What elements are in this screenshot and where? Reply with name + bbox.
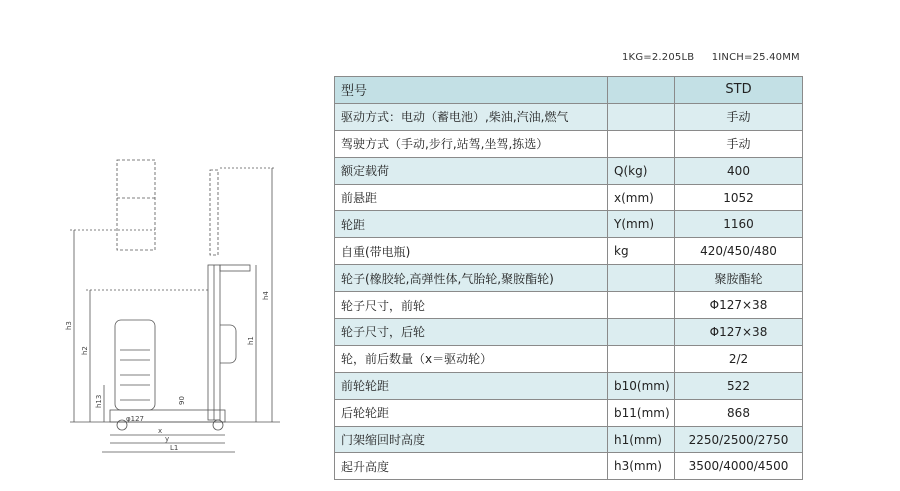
row-unit: x(mm) [608,184,675,211]
row-label: 轮子尺寸，后轮 [335,319,608,346]
row-label: 轮，前后数量（x＝驱动轮） [335,345,608,372]
row-label: 自重(带电瓶) [335,238,608,265]
dim-h1-label: h1 [247,336,255,345]
row-label: 轮距 [335,211,608,238]
rear-wheel [213,420,223,430]
row-unit [608,319,675,346]
row-value: 2/2 [675,345,803,372]
header-label: 型号 [335,77,608,104]
row-unit [608,345,675,372]
row-label: 轮子尺寸，前轮 [335,292,608,319]
row-label: 后轮轮距 [335,399,608,426]
dim-y-label: y [165,435,170,443]
row-value: 1052 [675,184,803,211]
row-value: 1160 [675,211,803,238]
row-label: 前悬距 [335,184,608,211]
row-unit [608,130,675,157]
row-unit: b11(mm) [608,399,675,426]
row-value: Φ127×38 [675,319,803,346]
row-label: 驾驶方式（手动,步行,站驾,坐驾,拣选） [335,130,608,157]
header-unit [608,77,675,104]
row-unit [608,292,675,319]
row-label: 额定载荷 [335,157,608,184]
dim-90-label: 90 [178,396,186,405]
table-row [335,319,803,346]
table-header-row [335,77,803,104]
row-label: 驱动方式：电动（蓄电池）,柴油,汽油,燃气 [335,103,608,130]
table-row [335,103,803,130]
row-value: 420/450/480 [675,238,803,265]
table-row [335,211,803,238]
row-value: 400 [675,157,803,184]
dim-h3-label: h3 [65,321,73,330]
unit-conversion-note [622,52,800,63]
table-row [335,157,803,184]
table-row [335,372,803,399]
table-row [335,184,803,211]
table-row [335,238,803,265]
kg-conversion: 1KG=2.205LB [622,52,695,63]
row-value: 2250/2500/2750 [675,426,803,453]
dim-l1-label: L1 [170,444,179,452]
row-label: 门架缩回时高度 [335,426,608,453]
table-row [335,265,803,292]
row-unit [608,103,675,130]
row-value: 聚胺酯轮 [675,265,803,292]
row-label: 前轮轮距 [335,372,608,399]
row-value: 868 [675,399,803,426]
order-picker-drawing [60,150,290,460]
inch-conversion: 1INCH=25.40MM [711,52,800,63]
row-value: 3500/4000/4500 [675,453,803,480]
row-unit: kg [608,238,675,265]
upper-guard-dashed [117,160,155,250]
table-row [335,426,803,453]
row-value: Φ127×38 [675,292,803,319]
row-label: 轮子(橡胶轮,高弹性体,气胎轮,聚胺酯轮) [335,265,608,292]
row-value: 手动 [675,103,803,130]
row-unit: Y(mm) [608,211,675,238]
table-row [335,292,803,319]
dim-h2-label: h2 [81,346,89,355]
header-model: STD [675,77,803,104]
row-value: 手动 [675,130,803,157]
row-unit: Q(kg) [608,157,675,184]
dim-h4-label: h4 [262,291,270,300]
dim-h13-label: h13 [95,394,103,408]
row-unit: h3(mm) [608,453,675,480]
table-row [335,453,803,480]
row-unit: h1(mm) [608,426,675,453]
row-unit: b10(mm) [608,372,675,399]
spec-table [334,76,803,480]
row-label: 起升高度 [335,453,608,480]
row-value: 522 [675,372,803,399]
row-unit [608,265,675,292]
table-row [335,130,803,157]
wheel-dia-label: φ127 [126,415,144,423]
table-row [335,345,803,372]
platform-guard [115,320,155,410]
dim-x-label: x [158,427,163,435]
table-row [335,399,803,426]
